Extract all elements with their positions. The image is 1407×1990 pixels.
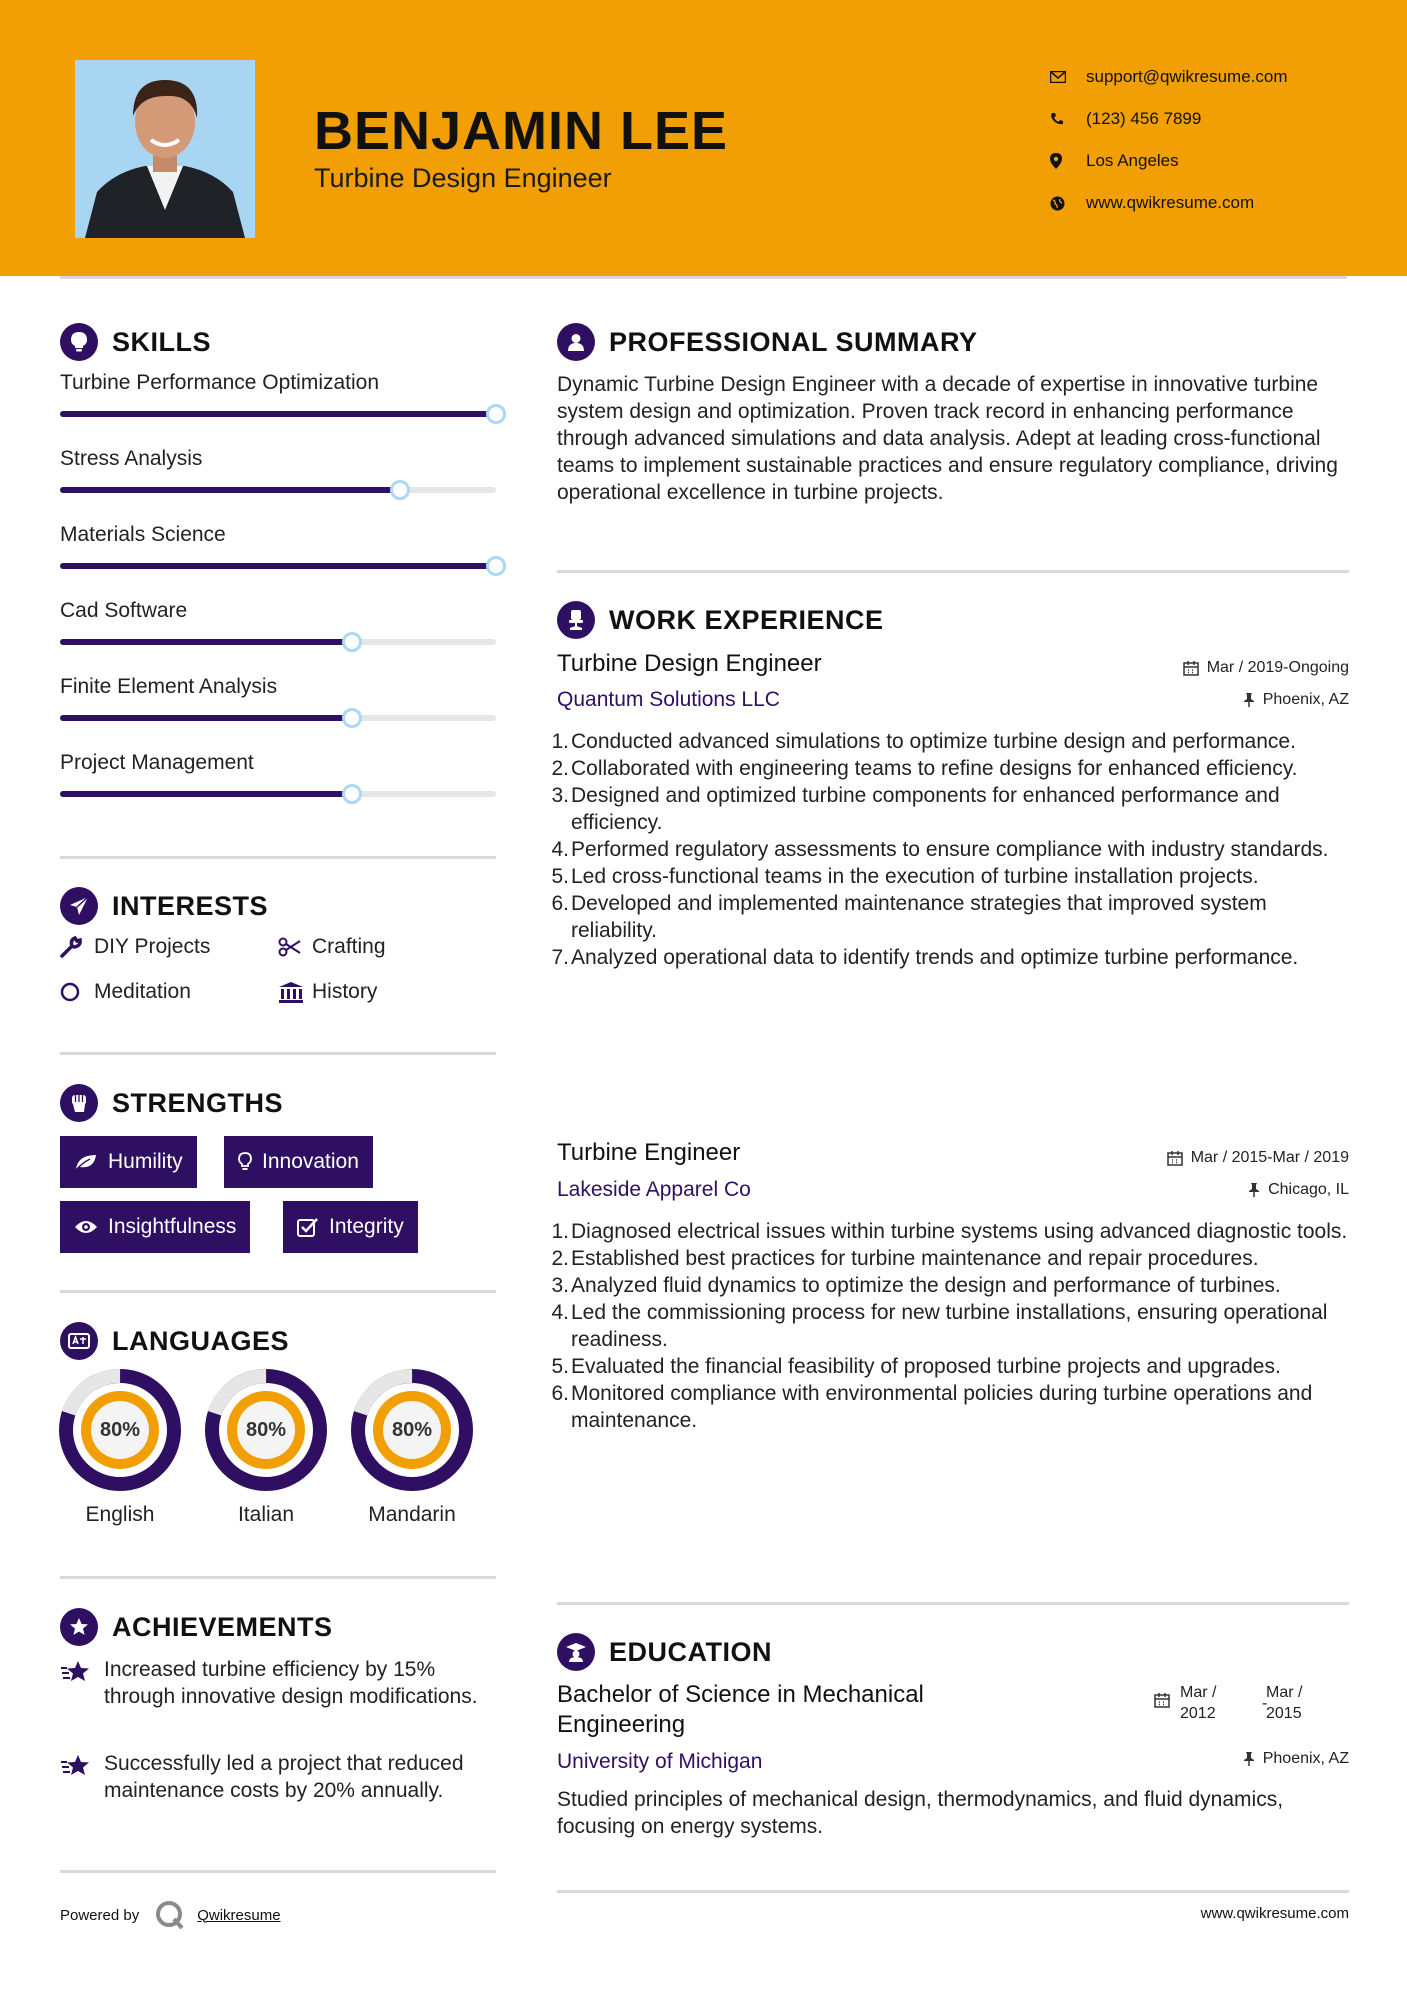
job-responsibilities	[551, 1218, 1357, 1434]
skill-item	[60, 675, 496, 721]
strength-tag	[224, 1136, 373, 1188]
list-item: 5. Led cross-functional teams in the execution of turbine installation projects.	[551, 865, 1259, 888]
skill-label: Materials Science	[60, 523, 226, 546]
lightbulb-icon	[238, 1152, 252, 1172]
candidate-name: BENJAMIN LEE	[314, 101, 729, 161]
calendar-icon	[1167, 1150, 1183, 1166]
skill-label: Stress Analysis	[60, 447, 203, 470]
footer-powered-by	[60, 1900, 281, 1930]
list-item: 7. Analyzed operational data to identify trends and optimize turbine performance.	[551, 946, 1299, 969]
interests-heading	[60, 887, 268, 925]
skill-bar	[60, 639, 496, 645]
interests-title: INTERESTS	[112, 890, 269, 921]
language-icon	[60, 1322, 98, 1360]
education-location	[1243, 1750, 1349, 1768]
skill-label: Project Management	[60, 751, 254, 774]
job-dates-text: Mar / 2015-Mar / 2019	[1190, 1149, 1349, 1166]
skill-knob	[390, 480, 410, 500]
list-item: 3. Analyzed fluid dynamics to optimize the design and performance of turbines.	[551, 1274, 1281, 1297]
pushpin-icon	[1243, 1751, 1255, 1767]
skill-item	[60, 447, 496, 493]
section-divider	[557, 1890, 1349, 1893]
section-divider	[60, 856, 496, 859]
list-item: 2. Established best practices for turbine maintenance and repair procedures.	[551, 1247, 1259, 1270]
job-company: Lakeside Apparel Co	[557, 1178, 751, 1201]
job-title: Turbine Engineer	[557, 1139, 741, 1166]
check-square-icon	[297, 1217, 319, 1237]
language-label: English	[85, 1503, 155, 1526]
language-item	[59, 1369, 181, 1527]
skill-item	[60, 371, 496, 417]
contact-email-text: support@qwikresume.com	[1086, 67, 1288, 86]
skill-knob	[342, 632, 362, 652]
lightbulb-icon	[60, 323, 98, 361]
strength-label: Humility	[108, 1150, 183, 1173]
language-label: Italian	[237, 1503, 295, 1526]
school-name: University of Michigan	[557, 1750, 763, 1773]
languages-heading	[60, 1322, 289, 1360]
interest-item	[278, 980, 377, 1004]
list-item: 2. Collaborated with engineering teams to refine designs for enhanced efficiency.	[551, 757, 1298, 780]
fist-icon	[60, 1084, 98, 1122]
paper-plane-icon	[60, 887, 98, 925]
job-location-text: Phoenix, AZ	[1262, 691, 1349, 708]
section-divider	[557, 570, 1349, 573]
interest-label: Crafting	[312, 935, 386, 958]
date-separator: -	[1262, 1695, 1268, 1712]
language-percent: 80%	[245, 1418, 287, 1441]
job-location-text: Chicago, IL	[1268, 1181, 1349, 1198]
interest-label: DIY Projects	[94, 935, 211, 958]
languages-title: LANGUAGES	[112, 1325, 290, 1356]
strength-tag	[60, 1201, 250, 1253]
interest-label: Meditation	[94, 980, 191, 1003]
contact-location	[1050, 140, 1350, 182]
education-description: Studied principles of mechanical design, thermodynamics, and fluid dynamics, focusing on energy systems.	[557, 1788, 1284, 1838]
list-item: 6. Developed and implemented maintenance strategies that improved system reliability.	[551, 892, 1267, 942]
contact-email[interactable]	[1050, 56, 1350, 98]
list-item: 1. Conducted advanced simulations to optimize turbine design and performance.	[551, 730, 1296, 753]
globe-icon	[1050, 196, 1086, 211]
office-chair-icon	[557, 601, 595, 639]
job-dates	[1167, 1149, 1349, 1167]
list-item: 4. Performed regulatory assessments to ensure compliance with industry standards.	[551, 838, 1329, 861]
strength-label: Innovation	[262, 1150, 359, 1173]
language-percent: 80%	[391, 1418, 433, 1441]
job-responsibilities	[551, 728, 1357, 971]
museum-icon	[278, 981, 312, 1003]
skill-bar	[60, 563, 496, 569]
skill-label: Cad Software	[60, 599, 188, 622]
contact-list	[1050, 56, 1350, 224]
contact-location-text: Los Angeles	[1086, 151, 1179, 170]
job-location	[1248, 1181, 1349, 1199]
powered-by-text: Powered by	[60, 1906, 140, 1924]
achievement-item	[60, 1656, 500, 1710]
skill-knob	[342, 708, 362, 728]
calendar-icon	[1154, 1692, 1170, 1713]
achievements-heading	[60, 1608, 333, 1646]
qwikresume-logo-icon	[155, 1900, 185, 1930]
contact-phone[interactable]	[1050, 98, 1350, 140]
circle-icon	[60, 981, 94, 1003]
graduate-icon	[557, 1633, 595, 1671]
language-ring	[59, 1369, 181, 1491]
star-icon	[60, 1656, 104, 1710]
list-item: 5. Evaluated the financial feasibility of proposed turbine projects and upgrades.	[551, 1355, 1281, 1378]
education-start-date: Mar / 2012	[1180, 1684, 1217, 1722]
job-company: Quantum Solutions LLC	[557, 688, 780, 711]
job-location	[1243, 691, 1349, 709]
language-item	[351, 1369, 473, 1527]
strengths-heading	[60, 1084, 283, 1122]
location-pin-icon	[1050, 153, 1086, 169]
list-item: 3. Designed and optimized turbine components for enhanced performance and efficiency.	[551, 784, 1280, 834]
header-divider	[60, 276, 1347, 279]
language-ring	[205, 1369, 327, 1491]
skill-knob	[342, 784, 362, 804]
skill-knob	[486, 556, 506, 576]
qwikresume-link[interactable]: Qwikresume	[197, 1906, 281, 1924]
user-icon	[557, 323, 595, 361]
scissors-icon	[278, 937, 312, 957]
education-title: EDUCATION	[609, 1636, 772, 1667]
section-divider	[557, 1602, 1349, 1605]
language-ring	[351, 1369, 473, 1491]
contact-website-text: www.qwikresume.com	[1086, 193, 1255, 212]
footer-url[interactable]: www.qwikresume.com	[1200, 1905, 1349, 1922]
list-item: 1. Diagnosed electrical issues within turbine systems using advanced diagnostic tools.	[551, 1220, 1348, 1243]
language-item	[205, 1369, 327, 1527]
job-title: Turbine Design Engineer	[557, 650, 822, 677]
calendar-icon	[1183, 660, 1199, 676]
interest-label: History	[312, 980, 378, 1003]
work-heading	[557, 601, 884, 639]
summary-title: PROFESSIONAL SUMMARY	[609, 326, 978, 357]
job-dates	[1183, 659, 1349, 677]
strength-tag	[60, 1136, 197, 1188]
phone-icon	[1050, 112, 1086, 126]
skill-bar	[60, 411, 496, 417]
education-heading	[557, 1633, 772, 1671]
interest-item	[60, 980, 191, 1004]
summary-heading	[557, 323, 978, 361]
language-percent: 80%	[99, 1418, 141, 1441]
skill-item	[60, 599, 496, 645]
achievement-text: Successfully led a project that reduced maintenance costs by 20% annually.	[104, 1752, 464, 1802]
section-divider	[60, 1290, 496, 1293]
skill-bar	[60, 715, 496, 721]
star-icon	[60, 1750, 104, 1804]
list-item: 6. Monitored compliance with environmental policies during turbine operations and maintenance.	[551, 1382, 1313, 1432]
pushpin-icon	[1248, 1182, 1260, 1198]
strength-label: Insightfulness	[108, 1215, 237, 1238]
education-location-text: Phoenix, AZ	[1262, 1750, 1349, 1767]
contact-phone-text: (123) 456 7899	[1086, 109, 1202, 128]
strength-label: Integrity	[329, 1215, 404, 1238]
section-divider	[60, 1870, 496, 1873]
wrench-icon	[60, 936, 94, 958]
skill-label: Turbine Performance Optimization	[60, 371, 380, 394]
contact-website[interactable]	[1050, 182, 1350, 224]
envelope-icon	[1050, 71, 1086, 83]
skill-label: Finite Element Analysis	[60, 675, 278, 698]
language-label: Mandarin	[368, 1503, 456, 1526]
skills-heading	[60, 323, 211, 361]
education-end-date: Mar / 2015	[1266, 1684, 1303, 1722]
degree-title: Bachelor of Science in Mechanical Engineering	[557, 1681, 924, 1738]
header-band	[0, 0, 1407, 276]
star-badge-icon	[60, 1608, 98, 1646]
skill-bar	[60, 487, 496, 493]
job-dates-text: Mar / 2019-Ongoing	[1206, 659, 1349, 676]
section-divider	[60, 1052, 496, 1055]
skill-knob	[486, 404, 506, 424]
achievement-text: Increased turbine efficiency by 15% through innovative design modifications.	[104, 1658, 478, 1708]
candidate-title: Turbine Design Engineer	[314, 163, 612, 193]
eye-icon	[74, 1219, 98, 1235]
strength-tag	[283, 1201, 418, 1253]
summary-text: Dynamic Turbine Design Engineer with a decade of expertise in innovative turbine system design and optimization. Proven track record in enhancing performance through advanced simulations and data analysis. Adept at leading cross-functional teams to implement sustainable practices and ensure regulatory compliance, driving operational excellence in turbine projects.	[557, 373, 1338, 504]
achievement-item	[60, 1750, 500, 1804]
pushpin-icon	[1243, 692, 1255, 708]
list-item: 4. Led the commissioning process for new turbine installations, ensuring operational readiness.	[551, 1301, 1328, 1351]
profile-photo	[75, 60, 255, 238]
interest-item	[278, 935, 386, 959]
interest-item	[60, 935, 210, 959]
leaf-icon	[74, 1153, 98, 1171]
strengths-title: STRENGTHS	[112, 1087, 284, 1118]
skill-bar	[60, 791, 496, 797]
skills-title: SKILLS	[112, 326, 212, 357]
achievements-title: ACHIEVEMENTS	[112, 1611, 333, 1642]
skill-item	[60, 751, 496, 797]
section-divider	[60, 1576, 496, 1579]
work-title: WORK EXPERIENCE	[609, 604, 884, 635]
skill-item	[60, 523, 496, 569]
